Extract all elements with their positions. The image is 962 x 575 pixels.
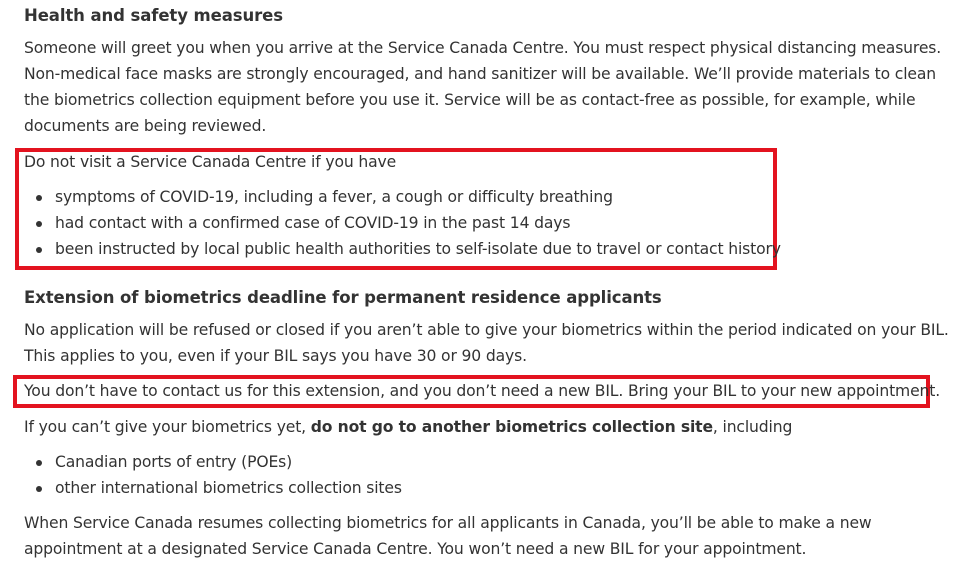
list-item: been instructed by local public health authorities to self-isolate due to travel or contact history bbox=[24, 236, 781, 262]
closing-paragraph bbox=[24, 510, 872, 562]
paragraph-extension bbox=[24, 317, 949, 369]
not-yet-paragraph bbox=[24, 414, 792, 440]
paragraph-line: the biometrics collection equipment before you use it. Service will be as contact-free as possible, for example, while bbox=[24, 91, 916, 109]
heading-health-safety: Health and safety measures bbox=[24, 6, 283, 25]
paragraph-line: No application will be refused or closed if you aren’t able to give your biometrics within the period indicated on your BIL. bbox=[24, 321, 949, 339]
sites-list bbox=[24, 449, 402, 501]
paragraph-line: documents are being reviewed. bbox=[24, 117, 267, 135]
list-item: other international biometrics collection sites bbox=[24, 475, 402, 501]
paragraph-line: appointment at a designated Service Canada Centre. You won’t need a new BIL for your appointment. bbox=[24, 540, 807, 558]
paragraph-line: Someone will greet you when you arrive at the Service Canada Centre. You must respect physical distancing measures. bbox=[24, 39, 942, 57]
extension-highlight-text: You don’t have to contact us for this extension, and you don’t need a new BIL. Bring your BIL to your new appointment. bbox=[24, 382, 941, 400]
not-yet-suffix: , including bbox=[712, 418, 793, 436]
list-item: had contact with a confirmed case of COVID-19 in the past 14 days bbox=[24, 210, 781, 236]
not-yet-bold: do not go to another biometrics collection site bbox=[310, 418, 713, 436]
do-not-visit-list bbox=[24, 184, 781, 262]
list-item: Canadian ports of entry (POEs) bbox=[24, 449, 402, 475]
do-not-visit-intro: Do not visit a Service Canada Centre if you have bbox=[24, 153, 397, 171]
not-yet-prefix: If you can’t give your biometrics yet, bbox=[24, 418, 311, 436]
heading-extension: Extension of biometrics deadline for permanent residence applicants bbox=[24, 288, 662, 307]
paragraph-line: Non-medical face masks are strongly encouraged, and hand sanitizer will be available. We’ll provide materials to clean bbox=[24, 65, 936, 83]
paragraph-line: When Service Canada resumes collecting biometrics for all applicants in Canada, you’ll be able to make a new bbox=[24, 514, 872, 532]
list-item: symptoms of COVID-19, including a fever, a cough or difficulty breathing bbox=[24, 184, 781, 210]
paragraph-health-safety bbox=[24, 35, 941, 139]
paragraph-line: This applies to you, even if your BIL says you have 30 or 90 days. bbox=[24, 347, 527, 365]
